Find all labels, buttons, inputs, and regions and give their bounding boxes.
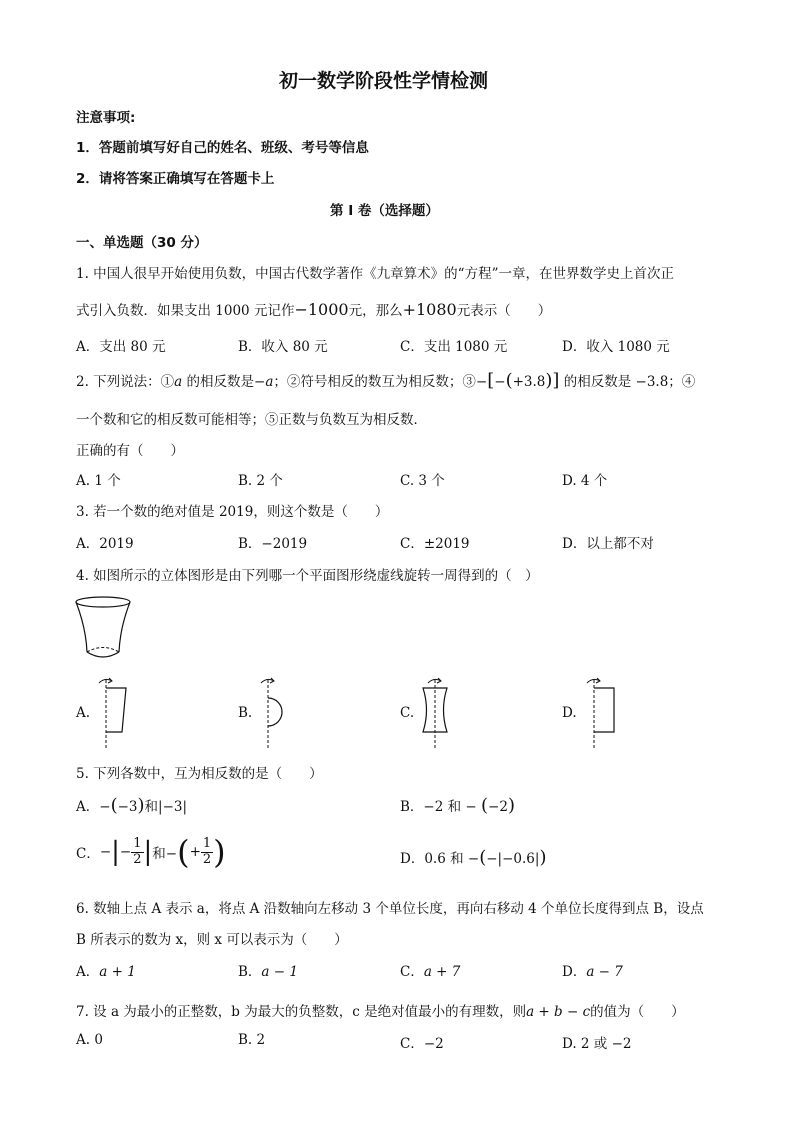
q2-text-c: ；②符号相反的数互为相反数；③ <box>273 374 476 390</box>
q6-option-b <box>238 960 298 980</box>
q2-line3: 正确的有（ ） <box>76 443 184 459</box>
q4-option-a-label: A. <box>76 705 91 721</box>
q2-expr-rparen: ) <box>545 370 553 391</box>
q2-expr-lbracket: [ <box>487 370 495 391</box>
q2-text-b: 的相反数是 <box>182 374 255 390</box>
q2-expr-value: +3.8 <box>512 374 546 390</box>
q4-option-b-label: B. <box>238 705 253 721</box>
q3-option-d: D．以上都不对 <box>562 536 654 552</box>
q5-b-lparen: ( <box>481 795 489 816</box>
q7-text-a: 7. 设 a 为最小的正整数，b 为最大的负整数，c 是绝对值最小的有理数，则 <box>76 1004 527 1020</box>
part-title: 第 I 卷（选择题） <box>330 203 439 219</box>
section-heading: 一、单选题（30 分） <box>76 235 208 251</box>
q5-option-b <box>400 795 515 815</box>
q5-c-numerator: 1 <box>133 835 142 851</box>
q6-line2: B 所表示的数为 x，则 x 可以表示为（ ） <box>76 932 348 948</box>
q5-c-label: C． <box>76 846 100 862</box>
q5-c-denominator: 2 <box>133 851 142 867</box>
q7-option-d: D. 2 或 −2 <box>562 1036 632 1052</box>
q4-option-c-figure <box>420 674 464 752</box>
q2-expr-rbracket: ] <box>552 370 560 391</box>
q5-c-rparen: ) <box>213 833 226 871</box>
q3-option-c: C．±2019 <box>400 536 470 552</box>
q7-option-b: B. 2 <box>238 1032 266 1048</box>
q6-option-d <box>562 960 623 980</box>
q5-b-text: −2 和 − <box>423 799 482 815</box>
notice-heading: 注意事项: <box>76 110 136 126</box>
q5-d-lparen: ( <box>479 847 487 868</box>
q5-option-d <box>400 847 546 867</box>
page-title: 初一数学阶段性学情检测 <box>279 70 489 92</box>
q7-text-b: 的值为（ ） <box>590 1004 685 1020</box>
q6-option-a <box>76 960 136 980</box>
q7-text <box>76 1000 685 1020</box>
q1-option-d: D．收入 1080 元 <box>562 339 670 355</box>
q5-a-and: 和 <box>144 799 159 815</box>
q6-c-expr: a + 7 <box>423 964 461 980</box>
q6-d-label: D． <box>562 964 587 980</box>
q7-option-c: C．−2 <box>400 1036 444 1052</box>
q3-option-b: B．−2019 <box>238 536 308 552</box>
q5-text: 5. 下列各数中，互为相反数的是（ ） <box>76 766 323 782</box>
q1-option-b: B．收入 80 元 <box>238 339 328 355</box>
q6-b-label: B． <box>238 964 262 980</box>
q3-text: 3. 若一个数的绝对值是 2019，则这个数是（ ） <box>76 504 389 520</box>
q4-option-d-figure <box>582 674 622 752</box>
q5-c-and: 和− <box>152 846 178 862</box>
q5-option-c <box>76 833 226 871</box>
q5-a-rparen: ) <box>137 795 145 816</box>
q5-b-value: −2 <box>488 799 508 815</box>
q5-b-rparen: ) <box>507 795 515 816</box>
q5-c-abs-right: | <box>143 837 153 867</box>
q5-c-denominator-2: 2 <box>202 851 212 867</box>
q4-option-a-figure <box>94 674 134 752</box>
q3-option-a: A．2019 <box>76 536 134 552</box>
q1-option-c: C．支出 1080 元 <box>400 339 508 355</box>
q1-value-neg: −1000 <box>294 300 349 319</box>
q5-a-value: −3 <box>117 799 138 815</box>
q6-c-label: C． <box>400 964 424 980</box>
q2-line1 <box>76 370 695 390</box>
q5-c-abs-left: | <box>111 837 120 867</box>
q2-expr-minus: − <box>475 374 488 390</box>
q2-expr-minus2: − <box>494 374 506 390</box>
q6-line1: 6. 数轴上点 A 表示 a，将点 A 沿数轴向左移动 3 个单位长度，再向右移动 4 个单位长度得到点 B，设点 <box>76 901 704 917</box>
q6-d-expr: a − 7 <box>586 964 623 980</box>
q2-option-b: B. 2 个 <box>238 473 283 489</box>
notice-item-1: 1．答题前填写好自己的姓名、班级、考号等信息 <box>76 140 369 156</box>
q5-d-value: −|−0.6| <box>486 851 540 867</box>
q1-line1: 1. 中国人很早开始使用负数，中国古代数学著作《九章算术》的“方程”一章，在世界数学史上首次正 <box>76 266 674 282</box>
q2-text-a: 2. 下列说法：① <box>76 374 175 390</box>
q5-c-fraction <box>131 837 143 868</box>
q5-c-fraction-2 <box>201 837 213 868</box>
q4-option-c-label: C. <box>400 705 415 721</box>
q2-option-c: C. 3 个 <box>400 473 445 489</box>
q2-neg-a: −a <box>254 374 274 390</box>
notice-item-2: 2．请将答案正确填写在答题卡上 <box>76 171 275 187</box>
q5-a-abs: |−3| <box>158 799 188 815</box>
q5-d-rparen: ) <box>539 847 547 868</box>
q5-d-label: D． <box>400 851 425 867</box>
q1-option-a: A．支出 80 元 <box>76 339 166 355</box>
q4-option-d-label: D. <box>562 705 577 721</box>
q6-a-label: A． <box>76 964 100 980</box>
q4-text: 4. 如图所示的立体图形是由下列哪一个平面图形绕虚线旋转一周得到的（ ） <box>76 568 539 584</box>
q1-value-pos: +1080 <box>402 300 457 319</box>
q5-d-text: 0.6 和 − <box>424 851 480 867</box>
q1-text-a: 式引入负数．如果支出 1000 元记作 <box>76 303 295 319</box>
q6-a-expr: a + 1 <box>99 964 136 980</box>
q5-c-plus: + <box>189 844 201 860</box>
q2-var-a: a <box>174 374 183 390</box>
q6-option-c <box>400 960 460 980</box>
q5-c-lparen: ( <box>177 833 190 871</box>
q2-expr-lparen: ( <box>505 370 513 391</box>
q7-expr: a + b − c <box>526 1004 591 1020</box>
q7-option-a: A. 0 <box>76 1032 103 1048</box>
q5-a-minus: − <box>99 799 111 815</box>
q5-c-inner-minus: − <box>119 844 132 860</box>
q5-option-a <box>76 795 187 815</box>
q1-line2 <box>76 299 551 319</box>
q2-text-d: 的相反数是 −3.8；④ <box>559 374 696 390</box>
q5-a-lparen: ( <box>110 795 118 816</box>
q1-text-c: 元表示（ ） <box>456 303 552 319</box>
q5-c-minus: − <box>99 844 112 860</box>
q6-b-expr: a − 1 <box>261 964 298 980</box>
q5-b-label: B． <box>400 799 424 815</box>
q2-option-d: D. 4 个 <box>562 473 608 489</box>
q2-option-a: A. 1 个 <box>76 473 121 489</box>
q4-option-b-figure <box>256 674 296 752</box>
q1-text-b: 元，那么 <box>348 303 403 319</box>
q4-solid-figure <box>72 594 134 666</box>
q2-line2: 一个数和它的相反数可能相等；⑤正数与负数互为相反数． <box>76 412 427 428</box>
q5-c-numerator-2: 1 <box>202 835 212 851</box>
q5-a-label: A． <box>76 799 100 815</box>
